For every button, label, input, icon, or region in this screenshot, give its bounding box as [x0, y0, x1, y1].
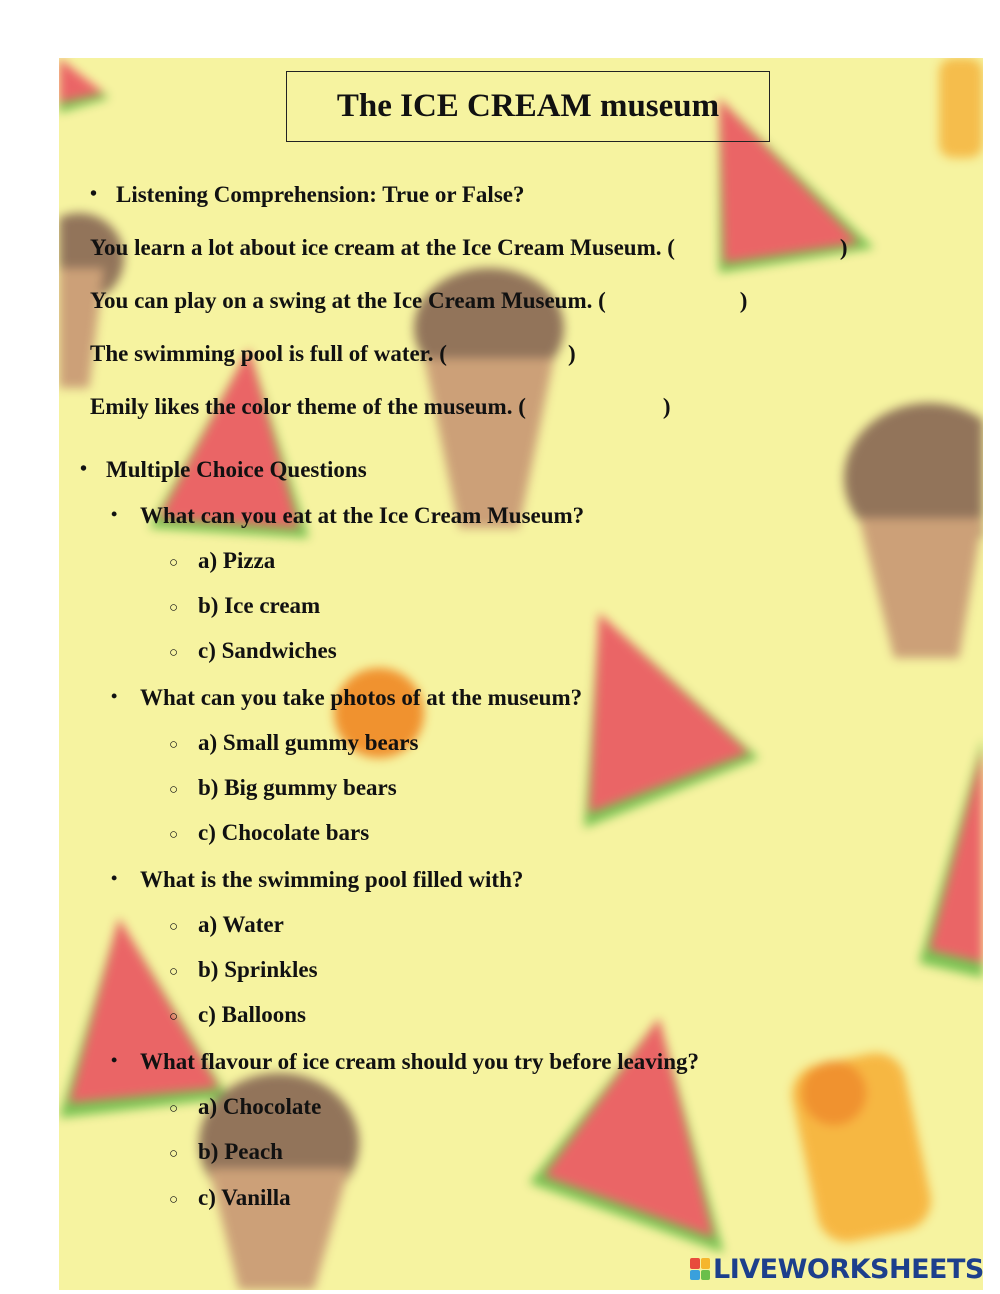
circle-bullet-icon: ○	[169, 1101, 179, 1117]
bullet-dot-icon: •	[111, 686, 118, 706]
circle-bullet-icon: ○	[169, 1009, 179, 1025]
answer-option[interactable]: b) Peach	[198, 1139, 283, 1164]
circle-bullet-icon: ○	[169, 827, 179, 843]
answer-option[interactable]: c) Balloons	[198, 1002, 306, 1027]
answer-option[interactable]: b) Sprinkles	[198, 957, 318, 982]
bullet-dot-icon: •	[111, 504, 118, 524]
bullet-dot-icon: •	[90, 183, 98, 205]
circle-bullet-icon: ○	[169, 600, 179, 616]
circle-bullet-icon: ○	[169, 737, 179, 753]
answer-option[interactable]: a) Pizza	[198, 548, 276, 573]
bullet-dot-icon: •	[111, 868, 118, 888]
true-false-item: The swimming pool is full of water. ( )	[90, 341, 576, 366]
true-false-item: You can play on a swing at the Ice Cream Museum. ( )	[90, 288, 748, 313]
circle-bullet-icon: ○	[169, 645, 179, 661]
question-text: What can you take photos of at the museum?	[140, 685, 583, 710]
answer-option[interactable]: a) Small gummy bears	[198, 730, 419, 755]
worksheet-content	[59, 58, 983, 1290]
bullet-dot-icon: •	[111, 1050, 118, 1070]
liveworksheets-logo-icon	[690, 1258, 710, 1280]
title-box	[286, 71, 770, 142]
circle-bullet-icon: ○	[169, 782, 179, 798]
answer-option[interactable]: b) Big gummy bears	[198, 775, 397, 800]
multiple-choice-heading: Multiple Choice Questions	[106, 457, 367, 482]
question-text: What flavour of ice cream should you try before leaving?	[140, 1049, 699, 1074]
circle-bullet-icon: ○	[169, 555, 179, 571]
answer-option[interactable]: b) Ice cream	[198, 593, 321, 618]
circle-bullet-icon: ○	[169, 1192, 179, 1208]
answer-option[interactable]: c) Chocolate bars	[198, 820, 370, 845]
question-text: What can you eat at the Ice Cream Museum?	[140, 503, 585, 528]
question-text: What is the swimming pool filled with?	[140, 867, 524, 892]
true-false-item: Emily likes the color theme of the museum. ( )	[90, 394, 671, 419]
circle-bullet-icon: ○	[169, 919, 179, 935]
answer-option[interactable]: a) Chocolate	[198, 1094, 322, 1119]
bullet-dot-icon: •	[80, 458, 88, 480]
answer-option[interactable]: a) Water	[198, 912, 284, 937]
worksheet-page	[59, 58, 983, 1290]
answer-option[interactable]: c) Sandwiches	[198, 638, 337, 663]
liveworksheets-logo	[690, 1253, 984, 1285]
true-false-item: You learn a lot about ice cream at the Ice Cream Museum. ( )	[90, 235, 848, 260]
true-false-heading: Listening Comprehension: True or False?	[116, 182, 525, 207]
circle-bullet-icon: ○	[169, 964, 179, 980]
answer-option[interactable]: c) Vanilla	[198, 1185, 291, 1210]
circle-bullet-icon: ○	[169, 1146, 179, 1162]
liveworksheets-logo-text: LIVEWORKSHEETS	[713, 1253, 984, 1285]
page-title: The ICE CREAM museum	[336, 88, 720, 124]
